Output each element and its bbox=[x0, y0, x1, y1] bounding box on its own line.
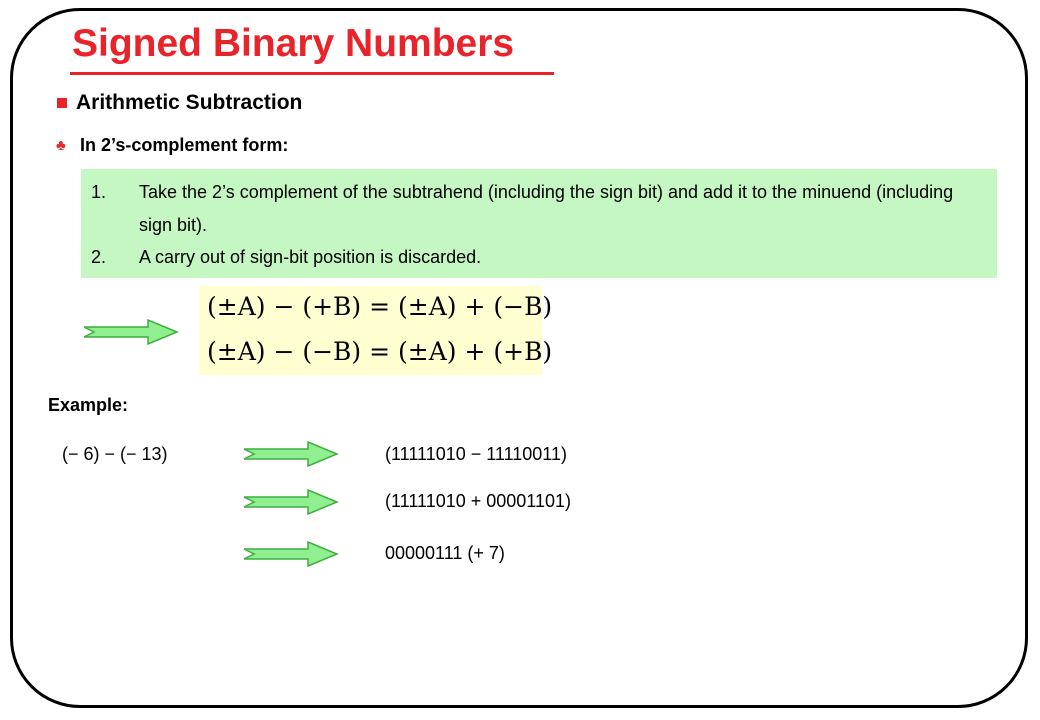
right-arrow-icon bbox=[242, 540, 340, 568]
formula-line: (±A) − (+B) = (±A) + (−B) bbox=[207, 292, 553, 321]
formula-line: (±A) − (−B) = (±A) + (+B) bbox=[207, 337, 553, 366]
example-step: (11111010 − 11110011) bbox=[385, 444, 567, 464]
title-underline bbox=[70, 72, 554, 75]
club-icon: ♣ bbox=[56, 137, 66, 154]
rule-number: 1. bbox=[91, 182, 107, 202]
rule-number: 2. bbox=[91, 247, 107, 267]
subheading: In 2’s-complement form: bbox=[80, 135, 289, 155]
rule-text: Take the 2’s complement of the subtrahend (including the sign bit) and add it to the minuend (including sign bit). bbox=[139, 182, 954, 235]
example-result: 00000111 (+ 7) bbox=[385, 543, 505, 563]
example-label: Example: bbox=[48, 395, 129, 415]
rules-box bbox=[81, 169, 997, 278]
right-arrow-icon bbox=[82, 318, 180, 346]
slide-title: Signed Binary Numbers bbox=[72, 22, 515, 65]
section-heading: Arithmetic Subtraction bbox=[76, 91, 303, 114]
square-bullet-icon bbox=[57, 98, 67, 108]
example-expression: (− 6) − (− 13) bbox=[62, 444, 168, 464]
right-arrow-icon bbox=[242, 488, 340, 516]
right-arrow-icon bbox=[242, 440, 340, 468]
rule-text: A carry out of sign-bit position is discarded. bbox=[139, 247, 482, 267]
example-step: (11111010 + 00001101) bbox=[385, 491, 571, 511]
formula-box bbox=[199, 286, 553, 375]
